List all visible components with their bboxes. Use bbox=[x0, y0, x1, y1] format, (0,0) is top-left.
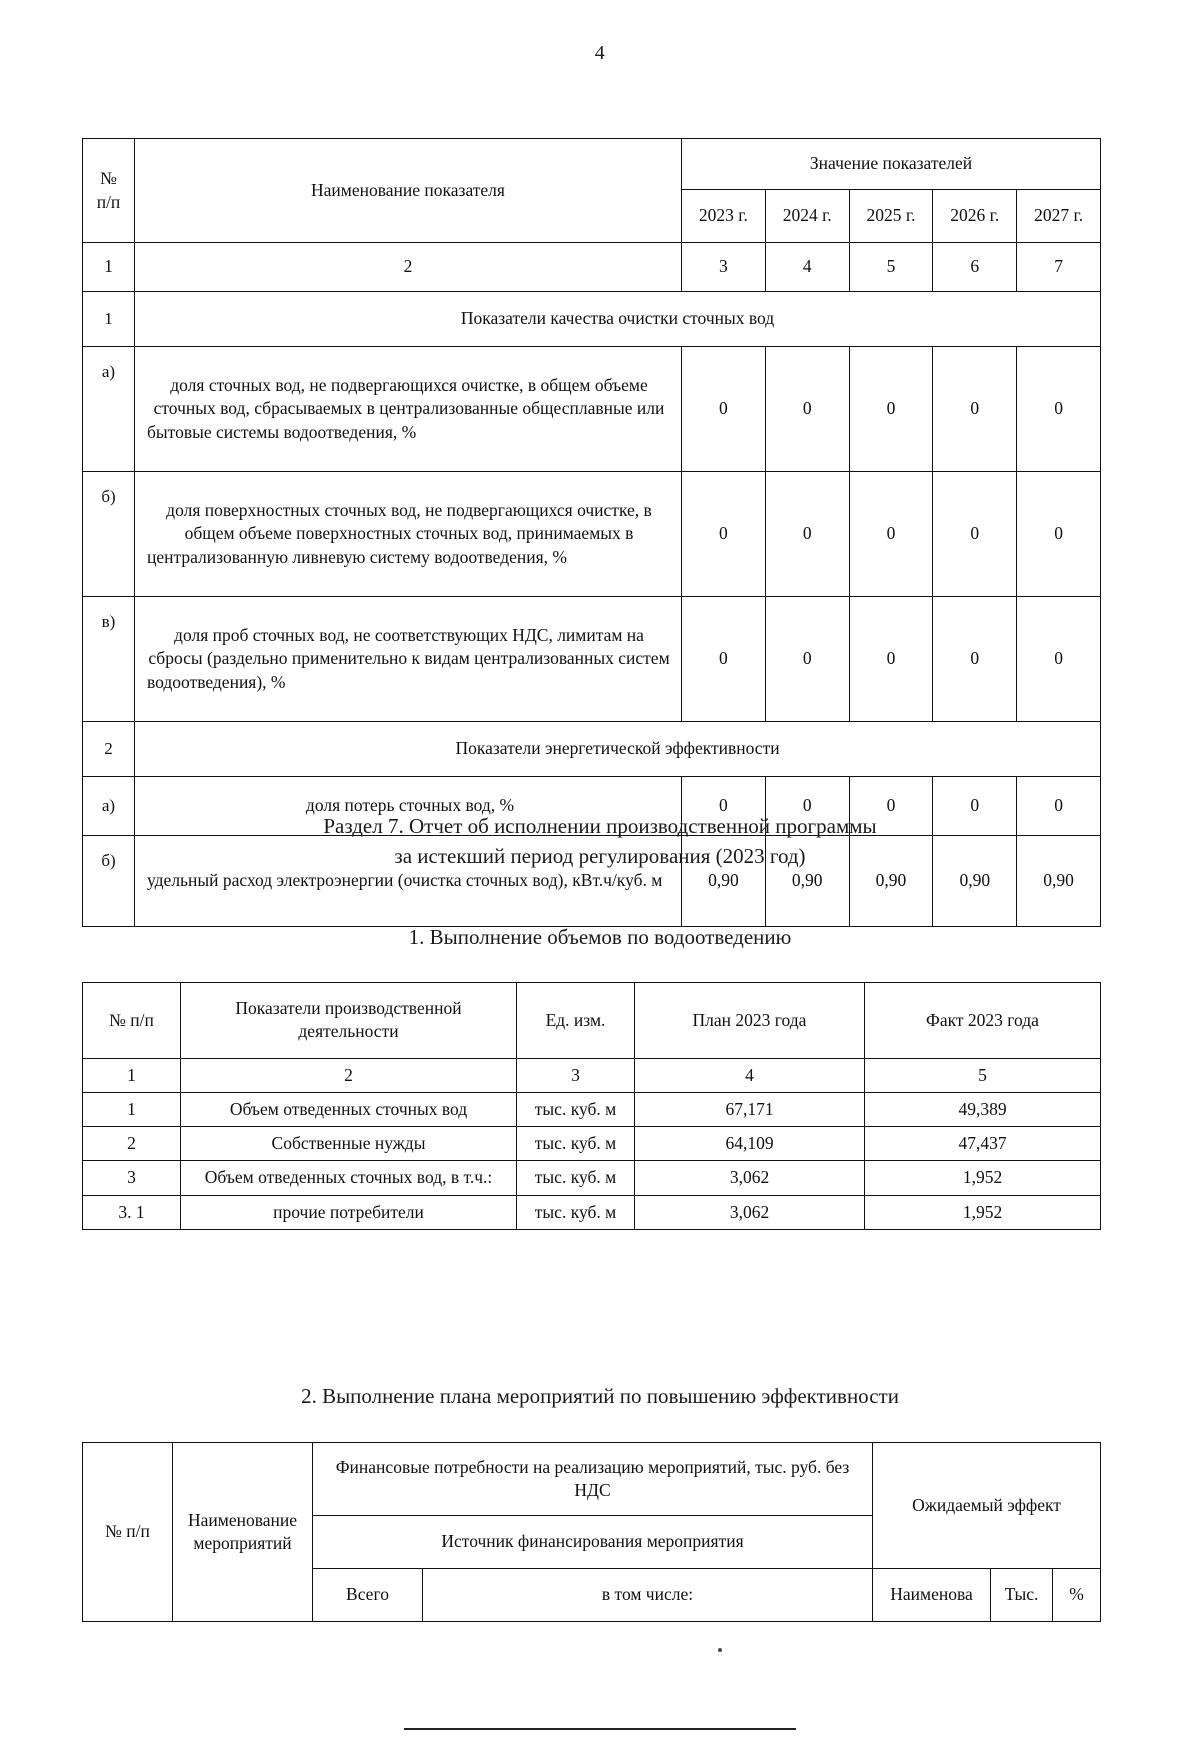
header-fact: Факт 2023 года bbox=[865, 983, 1101, 1059]
row-value-2025: 0 bbox=[849, 472, 933, 597]
row-value-2026: 0 bbox=[933, 777, 1017, 836]
header-effect-tys: Тыс. bbox=[991, 1569, 1053, 1622]
header-year-2025: 2025 г. bbox=[849, 190, 933, 243]
row-name: Показатели энергетической эффективности bbox=[135, 722, 1101, 777]
row-plan: 64,109 bbox=[635, 1127, 865, 1161]
section-heading-line1: Раздел 7. Отчет об исполнении производственной программы bbox=[323, 814, 877, 838]
row-unit: тыс. куб. м bbox=[517, 1161, 635, 1195]
row-unit: тыс. куб. м bbox=[517, 1092, 635, 1126]
measures-table-wrap bbox=[82, 1442, 1100, 1622]
header-financial-needs: Финансовые потребности на реализацию мероприятий, тыс. руб. без НДС bbox=[313, 1443, 873, 1516]
row-index: 3. 1 bbox=[83, 1195, 181, 1229]
row-unit: тыс. куб. м bbox=[517, 1195, 635, 1229]
colnum-2: 2 bbox=[135, 243, 682, 292]
header-year-2026: 2026 г. bbox=[933, 190, 1017, 243]
section-heading bbox=[0, 812, 1200, 872]
row-value-2026: 0 bbox=[933, 472, 1017, 597]
table-row bbox=[83, 292, 1101, 347]
row-name: доля сточных вод, не подвергающихся очистке, в общем объеме сточных вод, сбрасываемых в централизованные общесплавные или бытовые системы водоотведения, % bbox=[135, 347, 682, 472]
subheading-measures bbox=[0, 1382, 1200, 1412]
table-row bbox=[83, 347, 1101, 472]
column-number-row bbox=[83, 243, 1101, 292]
page-number: 4 bbox=[594, 42, 606, 64]
header-no-pp: № п/п bbox=[83, 983, 181, 1059]
colnum-1: 1 bbox=[83, 243, 135, 292]
row-name: доля поверхностных сточных вод, не подвергающихся очистке, в общем объеме поверхностных сточных вод, принимаемых в централизованную ливневую систему водоотведения, % bbox=[135, 472, 682, 597]
colnum-5: 5 bbox=[849, 243, 933, 292]
table-row bbox=[83, 472, 1101, 597]
row-indicator: прочие потребители bbox=[181, 1195, 517, 1229]
header-no-pp bbox=[83, 139, 135, 243]
bottom-rule bbox=[404, 1728, 796, 1730]
header-measure-name bbox=[173, 1443, 313, 1622]
colnum-3: 3 bbox=[682, 243, 766, 292]
row-value-2024: 0 bbox=[765, 472, 849, 597]
document-page bbox=[0, 42, 1200, 1744]
scan-artifact-dot bbox=[718, 1648, 722, 1652]
header-indicator: Показатели производственной деятельности bbox=[181, 983, 517, 1059]
row-value-2026: 0,90 bbox=[933, 836, 1017, 927]
row-name: удельный расход электроэнергии (очистка сточных вод), кВт.ч/куб. м bbox=[135, 836, 682, 927]
row-value-2027: 0 bbox=[1017, 472, 1101, 597]
row-index: 1 bbox=[83, 292, 135, 347]
header-expected-effect: Ожидаемый эффект bbox=[873, 1443, 1101, 1569]
measures-table bbox=[82, 1442, 1101, 1622]
header-effect-pct: % bbox=[1053, 1569, 1101, 1622]
row-unit: тыс. куб. м bbox=[517, 1127, 635, 1161]
header-values-group: Значение показателей bbox=[682, 139, 1101, 190]
section-heading-line2: за истекший период регулирования (2023 год) bbox=[394, 843, 806, 868]
row-value-2023: 0,90 bbox=[682, 836, 766, 927]
colnum-7: 7 bbox=[1017, 243, 1101, 292]
volumes-table bbox=[82, 982, 1101, 1230]
header-no-pp-line2: п/п bbox=[96, 191, 121, 212]
row-index: 2 bbox=[83, 722, 135, 777]
row-value-2027: 0 bbox=[1017, 347, 1101, 472]
header-year-2027: 2027 г. bbox=[1017, 190, 1101, 243]
header-year-2023: 2023 г. bbox=[682, 190, 766, 243]
table-row bbox=[83, 1161, 1101, 1195]
row-value-2024: 0,90 bbox=[765, 836, 849, 927]
header-effect-name: Наименова bbox=[873, 1569, 991, 1622]
header-unit: Ед. изм. bbox=[517, 983, 635, 1059]
colnum-6: 6 bbox=[933, 243, 1017, 292]
row-index: 2 bbox=[83, 1127, 181, 1161]
colnum-4: 4 bbox=[635, 1058, 865, 1092]
header-including: в том числе: bbox=[423, 1569, 873, 1622]
row-fact: 1,952 bbox=[865, 1195, 1101, 1229]
header-no-pp-line1: № bbox=[100, 168, 117, 189]
row-index: в) bbox=[83, 597, 135, 722]
row-value-2025: 0 bbox=[849, 597, 933, 722]
row-name: Показатели качества очистки сточных вод bbox=[135, 292, 1101, 347]
row-value-2025: 0 bbox=[849, 347, 933, 472]
row-fact: 47,437 bbox=[865, 1127, 1101, 1161]
row-fact: 1,952 bbox=[865, 1161, 1101, 1195]
colnum-5: 5 bbox=[865, 1058, 1101, 1092]
row-index: 1 bbox=[83, 1092, 181, 1126]
header-plan: План 2023 года bbox=[635, 983, 865, 1059]
table-header-row bbox=[83, 139, 1101, 190]
row-value-2027: 0 bbox=[1017, 777, 1101, 836]
header-measure-name-line2: мероприятий bbox=[193, 1533, 292, 1553]
subheading-volumes bbox=[0, 923, 1200, 953]
header-funding-source: Источник финансирования мероприятия bbox=[313, 1516, 873, 1569]
table-header-row bbox=[83, 983, 1101, 1059]
quality-indicators-table bbox=[82, 138, 1101, 927]
header-year-2024: 2024 г. bbox=[765, 190, 849, 243]
row-plan: 3,062 bbox=[635, 1161, 865, 1195]
header-measure-name-line1: Наименование bbox=[187, 1509, 298, 1530]
row-value-2023: 0 bbox=[682, 347, 766, 472]
row-value-2027: 0,90 bbox=[1017, 836, 1101, 927]
table-row bbox=[83, 1195, 1101, 1229]
row-value-2025: 0,90 bbox=[849, 836, 933, 927]
subheading-measures-text: 2. Выполнение плана мероприятий по повышению эффективности bbox=[301, 1384, 899, 1408]
volumes-table-wrap bbox=[82, 982, 1100, 1230]
colnum-4: 4 bbox=[765, 243, 849, 292]
row-value-2024: 0 bbox=[765, 347, 849, 472]
row-value-2023: 0 bbox=[682, 472, 766, 597]
row-indicator: Объем отведенных сточных вод, в т.ч.: bbox=[181, 1161, 517, 1195]
row-value-2026: 0 bbox=[933, 347, 1017, 472]
row-fact: 49,389 bbox=[865, 1092, 1101, 1126]
row-name: доля потерь сточных вод, % bbox=[135, 777, 682, 836]
row-value-2026: 0 bbox=[933, 597, 1017, 722]
row-name: доля проб сточных вод, не соответствующих НДС, лимитам на сбросы (раздельно применительно к видам централизованных систем водоотведения), % bbox=[135, 597, 682, 722]
column-number-row bbox=[83, 1058, 1101, 1092]
quality-indicators-table-wrap bbox=[82, 138, 1100, 927]
subheading-volumes-text: 1. Выполнение объемов по водоотведению bbox=[408, 925, 792, 949]
colnum-1: 1 bbox=[83, 1058, 181, 1092]
row-value-2027: 0 bbox=[1017, 597, 1101, 722]
row-index: 3 bbox=[83, 1161, 181, 1195]
row-indicator: Собственные нужды bbox=[181, 1127, 517, 1161]
table-row bbox=[83, 1092, 1101, 1126]
header-no-pp: № п/п bbox=[83, 1443, 173, 1622]
row-value-2025: 0 bbox=[849, 777, 933, 836]
row-index: а) bbox=[83, 347, 135, 472]
colnum-3: 3 bbox=[517, 1058, 635, 1092]
row-index: а) bbox=[83, 777, 135, 836]
row-plan: 3,062 bbox=[635, 1195, 865, 1229]
row-plan: 67,171 bbox=[635, 1092, 865, 1126]
colnum-2: 2 bbox=[181, 1058, 517, 1092]
row-value-2023: 0 bbox=[682, 777, 766, 836]
table-row bbox=[83, 1127, 1101, 1161]
table-row bbox=[83, 722, 1101, 777]
header-indicator-name: Наименование показателя bbox=[135, 139, 682, 243]
header-total: Всего bbox=[313, 1569, 423, 1622]
table-row bbox=[83, 597, 1101, 722]
row-indicator: Объем отведенных сточных вод bbox=[181, 1092, 517, 1126]
table-header-row-1 bbox=[83, 1443, 1101, 1516]
row-value-2024: 0 bbox=[765, 597, 849, 722]
row-value-2024: 0 bbox=[765, 777, 849, 836]
row-index: б) bbox=[83, 472, 135, 597]
row-index: б) bbox=[83, 836, 135, 927]
row-value-2023: 0 bbox=[682, 597, 766, 722]
